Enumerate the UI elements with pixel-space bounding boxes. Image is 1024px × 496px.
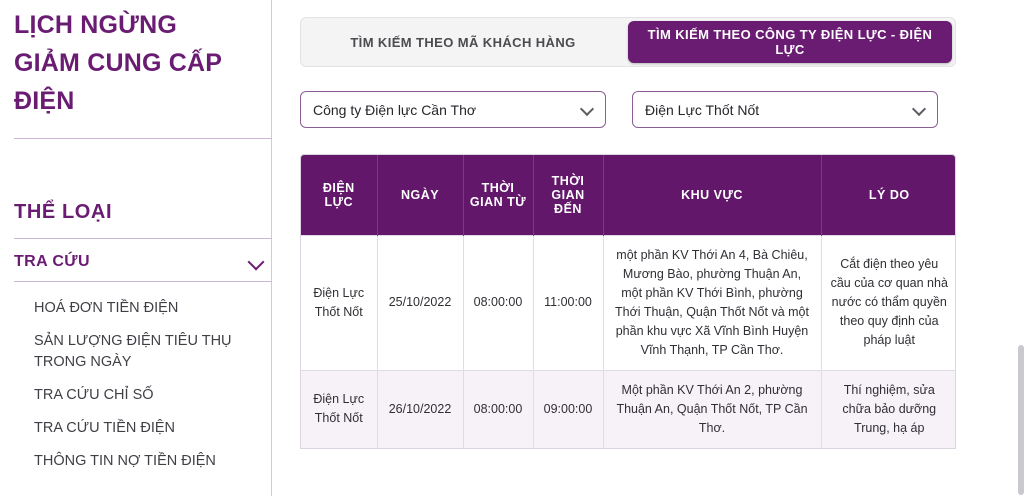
- accordion-header-tra-cuu[interactable]: [14, 253, 272, 282]
- cell-thoi-gian-tu: 08:00:00: [463, 235, 533, 370]
- cell-thoi-gian-den: 11:00:00: [533, 235, 603, 370]
- cell-ngay: 25/10/2022: [377, 235, 463, 370]
- tab-search-by-company[interactable]: TÌM KIẾM THEO CÔNG TY ĐIỆN LỰC - ĐIỆN LỰC: [628, 21, 952, 63]
- table-head: [301, 155, 956, 235]
- table-row[interactable]: [301, 235, 956, 370]
- company-select[interactable]: [300, 91, 606, 128]
- cell-dien-luc: Điện Lực Thốt Nốt: [301, 235, 377, 370]
- branch-select[interactable]: [632, 91, 938, 128]
- col-header-ngay: NGÀY: [377, 155, 463, 235]
- col-header-ly-do: LÝ DO: [821, 155, 956, 235]
- site-title: LỊCH NGỪNG GIẢM CUNG CẤP ĐIỆN: [14, 11, 222, 115]
- chevron-down-icon[interactable]: [582, 104, 593, 115]
- col-header-thoi-gian-tu: THỜI GIAN TỪ: [463, 155, 533, 235]
- accordion-label: TRA CỨU: [14, 253, 90, 270]
- sidebar-item-san-luong-dien[interactable]: SẢN LƯỢNG ĐIỆN TIÊU THỤ TRONG NGÀY: [34, 333, 232, 370]
- accordion-tra-cuu: [14, 253, 272, 478]
- col-header-dien-luc: ĐIỆN LỰC: [301, 155, 377, 235]
- main-content: [272, 0, 1024, 496]
- chevron-down-icon[interactable]: [914, 104, 925, 115]
- sidebar-item-hoa-don-tien-dien[interactable]: HOÁ ĐƠN TIỀN ĐIỆN: [34, 300, 179, 316]
- filter-row: [300, 91, 1008, 128]
- category-heading: THỂ LOẠI: [14, 201, 113, 223]
- sidebar-item-tra-cuu-chi-so[interactable]: TRA CỨU CHỈ SỐ: [34, 387, 154, 403]
- sidebar-item-thong-tin-no-tien-dien[interactable]: THÔNG TIN NỢ TIỀN ĐIỆN: [34, 453, 216, 469]
- table-body: [301, 235, 956, 448]
- cell-khu-vuc: một phần KV Thới An 4, Bà Chiêu, Mương Bào, phường Thuận An, một phần KV Thới Bình, phường Thới Thuận, Quận Thốt Nốt và một phần khu vực Xã Vĩnh Bình Huyện Vĩnh Thạnh, TP Cần Thơ.: [603, 235, 821, 370]
- table-header-row: [301, 155, 956, 235]
- title-divider: [14, 138, 272, 139]
- company-select-value: Công ty Điện lực Cần Thơ: [313, 101, 477, 118]
- sidebar-item-tra-cuu-tien-dien[interactable]: TRA CỨU TIỀN ĐIỆN: [34, 420, 176, 436]
- outage-table-wrapper: [300, 154, 956, 449]
- sidebar: [0, 0, 272, 496]
- cell-ly-do: Cắt điện theo yêu cầu của cơ quan nhà nước có thẩm quyền theo quy định của pháp luật: [821, 235, 956, 370]
- cell-dien-luc: Điện Lực Thốt Nốt: [301, 370, 377, 448]
- chevron-down-icon[interactable]: [250, 255, 264, 269]
- outage-schedule-table: [301, 155, 956, 448]
- section-divider: [14, 238, 272, 239]
- branch-select-value: Điện Lực Thốt Nốt: [645, 101, 760, 118]
- col-header-thoi-gian-den: THỜI GIAN ĐẾN: [533, 155, 603, 235]
- page-scrollbar[interactable]: [1018, 345, 1024, 495]
- cell-thoi-gian-tu: 08:00:00: [463, 370, 533, 448]
- cell-thoi-gian-den: 09:00:00: [533, 370, 603, 448]
- col-header-khu-vuc: KHU VỰC: [603, 155, 821, 235]
- cell-ly-do: Thí nghiệm, sửa chữa bảo dưỡng Trung, hạ áp: [821, 370, 956, 448]
- table-row[interactable]: [301, 370, 956, 448]
- search-mode-tabs: [300, 17, 956, 67]
- tab-search-by-customer-code[interactable]: TÌM KIẾM THEO MÃ KHÁCH HÀNG: [350, 34, 576, 50]
- cell-khu-vuc: Một phần KV Thới An 2, phường Thuận An, Quận Thốt Nốt, TP Cần Thơ.: [603, 370, 821, 448]
- cell-ngay: 26/10/2022: [377, 370, 463, 448]
- sidebar-menu: [14, 292, 272, 478]
